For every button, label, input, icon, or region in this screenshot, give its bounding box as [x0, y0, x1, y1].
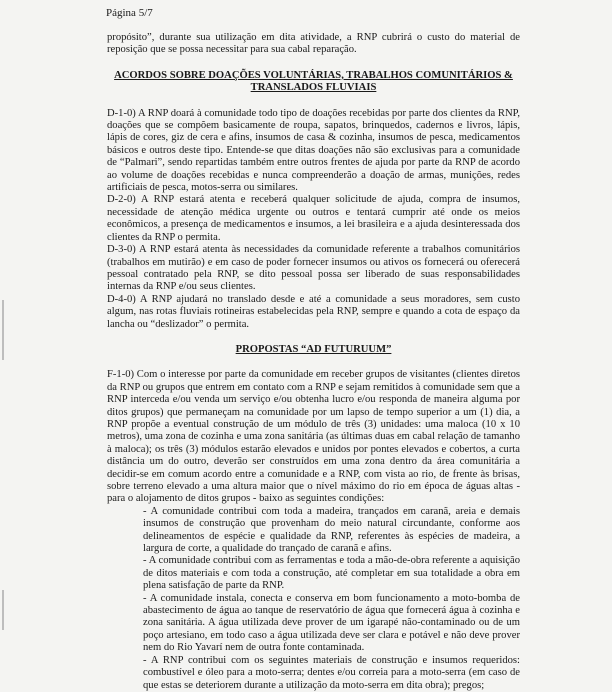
condition-item: - A comunidade contribui com toda a madeira, trançados em caranã, areia e demais insumos de construção que provenham do meio natural circundante, conforme aos delineamentos de espécie e qualidade da RNP, referentes às espécies de madeira, a largura de corte, a qualidade do trançado de caranã e afins.	[143, 505, 520, 555]
scan-artifact	[2, 300, 4, 360]
section-title-propostas: PROPOSTAS “AD FUTURUUM”	[235, 343, 392, 355]
clause-d-2-0: D-2-0) A RNP estará atenta e receberá qualquer solicitude de ajuda, compra de insumos, necessidade de atenção médica urgente ou outros e tentará cumprir até onde os meios econômicos, a presença de medicamentos e insumos, a lei brasileira e a ajuda desinteressada dos clientes da RNP o permita.	[107, 194, 520, 243]
section-title-line1: ACORDOS SOBRE DOAÇÕES VOLUNTÁRIAS, TRABALHOS COMUNITÁRIOS &	[114, 69, 513, 81]
clause-d-4-0: D-4-0) A RNP ajudará no translado desde e até a comunidade a seus moradores, sem custo algum, nas rotas fluviais rotineiras estabelecidas pela RNP, sempre e quando a cota de espaço da lancha ou “deslizador” o permita.	[107, 293, 520, 330]
page-number: Página 5/7	[106, 7, 153, 19]
intro-fragment: propósito”, durante sua utilização em dita atividade, a RNP cubrirá o custo do material de reposição que se possa necessitar para sua cabal reparação.	[107, 32, 520, 56]
section-title-acordos	[107, 70, 520, 95]
condition-item: - A RNP contribui com os seguintes materiais de construção e insumos requeridos: combustível e óleo para a moto-serra; dentes e/ou correia para a moto-serra (em caso de que estas se deteriorem durante a utilização da moto-serra em dita obra); pregos;	[143, 654, 520, 691]
clause-f-1-0: F-1-0) Com o interesse por parte da comunidade em receber grupos de visitantes (clientes diretos da RNP ou grupos que entrem em contato com a RNP e sejam remitidos à comunidade sem que a RNP interceda e/ou venda um serviço e/ou obtenha lucro e/ou responda de maneira alguma por ditos grupos) que permaneçam na comunidade por um lapso de tempo superior a um (1) dia, a RNP propõe a eventual construção de um módulo de três (3) unidades: uma maloca (10 x 10 metros), uma zona de cozinha e uma zona sanitária (as últimas duas em cabal relação de tamanho à maloca); os três (3) módulos estarão elevados e unidos por pontes elevados e cobertos, a curta distância um do outro, deverão ser construídos em uma zona dentro da área comunitária a decidir-se em comum acordo entre a comunidade e a RNP, com vista ao rio, de frente às brisas, sobre terreno elevado a uma altura maior que o nível máximo do rio em época de águas altas - para o alojamento de ditos grupos - baixo as seguintes condições:	[107, 369, 520, 505]
document-body	[107, 32, 520, 692]
scan-artifact	[2, 590, 4, 630]
conditions-list	[107, 506, 520, 692]
condition-item: - A comunidade instala, conecta e conserva em bom funcionamento a moto-bomba de abastecimento de água ao tanque de reservatório de água que fornecerá água à cozinha e zona sanitária. A água utilizada deve prover de um igarapé não-contaminado ou de um poço artesiano, em todo caso a água utilizada deve ser clara e potável e não deve prover nem do Rio Yavarí nem de outra fonte contaminada.	[143, 592, 520, 654]
clause-d-3-0: D-3-0) A RNP estará atenta às necessidades da comunidade referente a trabalhos comunitários (trabalhos em mutirão) e em caso de poder fornecer insumos ou ativos os fornecerá ou oferecerá pessoal contratado pela RNP, se dito pessoal possa ser liberado de suas responsabilidades internas da RNP e/ou seus clientes.	[107, 244, 520, 293]
condition-item: - A comunidade contribui com as ferramentas e toda a mão-de-obra referente a aquisição de ditos materiais e com toda a construção, até completar em sua totalidade a obra em plena satisfação de parte da RNP.	[143, 555, 520, 592]
clause-d-1-0: D-1-0) A RNP doará à comunidade todo tipo de doações recebidas por parte dos clientes da RNP, doações que se compõem basicamente de roupa, sapatos, brinquedos, cadernos e livros, lápis, lápis de cores, giz de cera e afins, insumos de casa & cozinha, insumos de pesca, medicamentos básicos e outros deste tipo. Entende-se que ditas doações não são exclusivas para a comunidade de “Palmari”, sendo repartidas também entre outros frentes de ajuda por parte da RNP de acordo ao volume de doações recebidas e nunca compreenderão a doação de armas, munições, redes artificiais de pesca, motos-serra ou similares.	[107, 107, 520, 194]
section-title-line2: TRANSLADOS FLUVIAIS	[250, 82, 377, 94]
